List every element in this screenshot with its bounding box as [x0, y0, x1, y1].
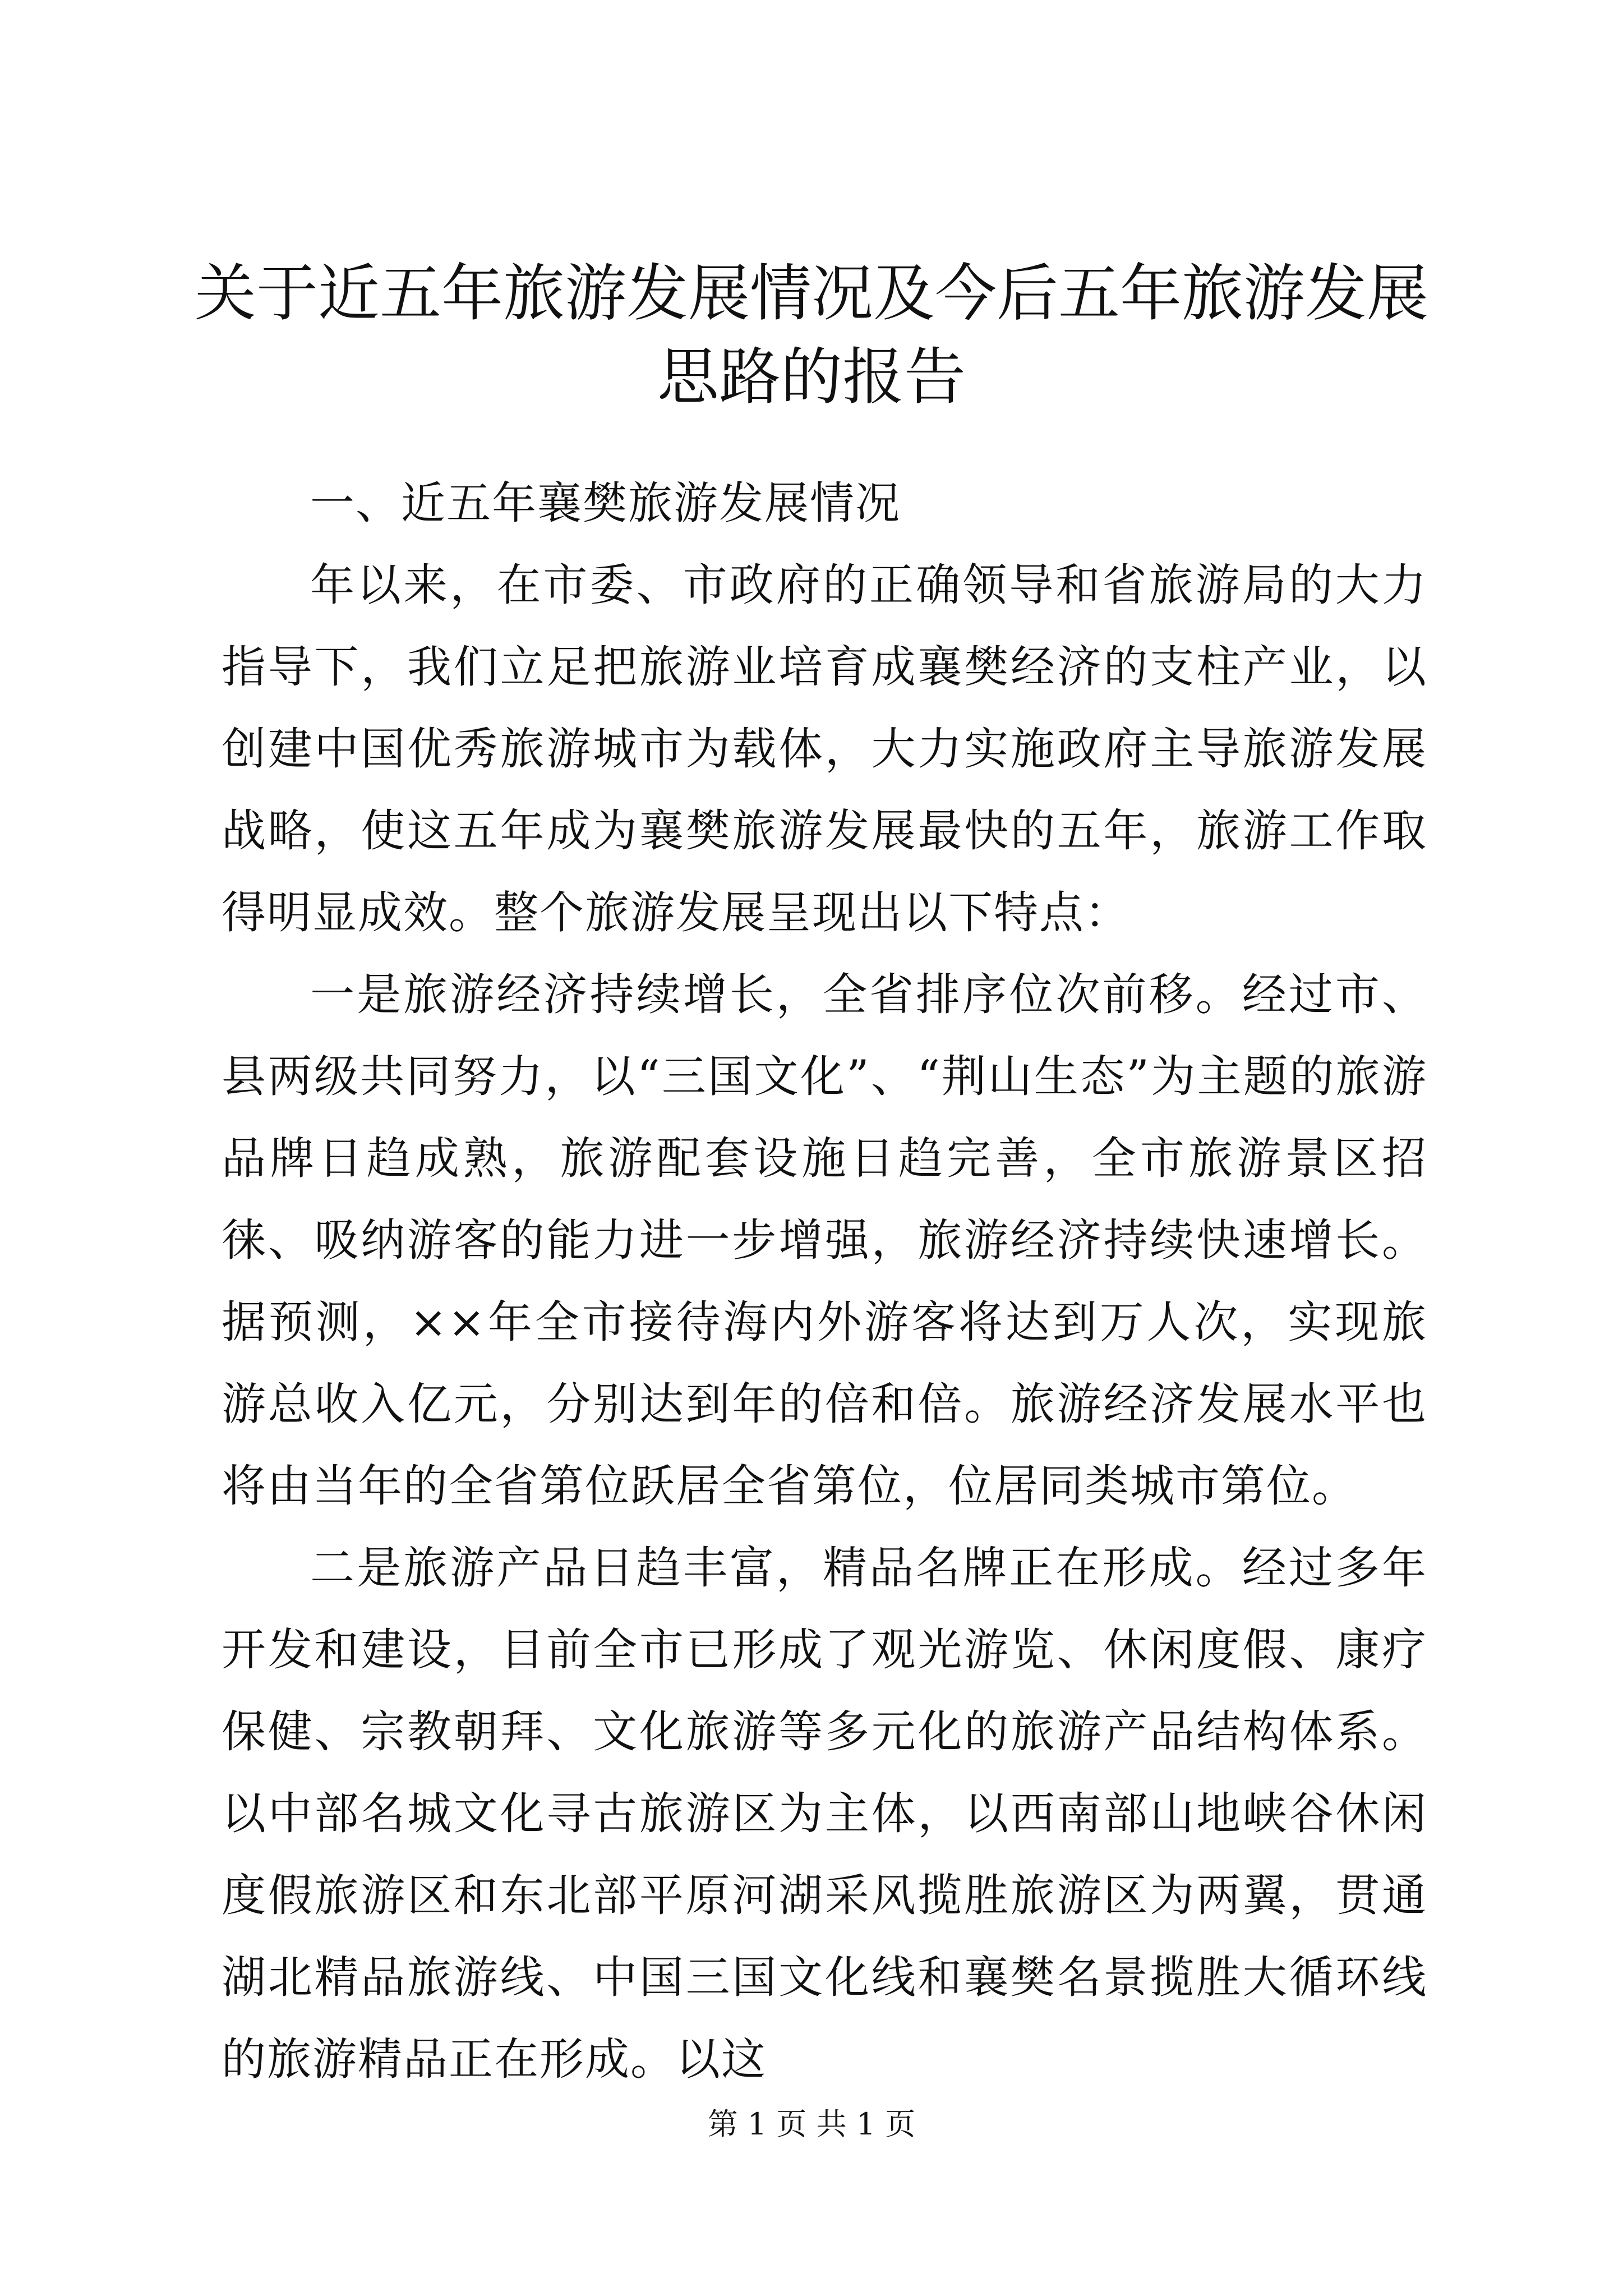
paragraph-intro: 年以来，在市委、市政府的正确领导和省旅游局的大力指导下，我们立足把旅游业培育成襄樊经济的支柱产业，以创建中国优秀旅游城市为载体，大力实施政府主导旅游发展战略，使这五年成为襄樊旅游发展最快的五年，旅游工作取得明显成效。整个旅游发展呈现出以下特点：	[222, 559, 1427, 938]
paragraph-point-2: 二是旅游产品日趋丰富，精品名牌正在形成。经过多年开发和建设，目前全市已形成了观光游览、休闲度假、康疗保健、宗教朝拜、文化旅游等多元化的旅游产品结构体系。以中部名城文化寻古旅游区为主体，以西南部山地峡谷休闲度假旅游区和东北部平原河湖采风揽胜旅游区为两翼，贯通湖北精品旅游线、中国三国文化线和襄樊名景揽胜大循环线的旅游精品正在形成。以这	[222, 1542, 1427, 2085]
document-body	[222, 462, 1427, 2100]
paragraph-point-1: 一是旅游经济持续增长，全省排序位次前移。经过市、县两级共同努力，以“三国文化”、“荆山生态”为主题的旅游品牌日趋成熟，旅游配套设施日趋完善，全市旅游景区招徕、吸纳游客的能力进一步增强，旅游经济持续快速增长。据预测，××年全市接待海内外游客将达到万人次，实现旅游总收入亿元，分别达到年的倍和倍。旅游经济发展水平也将由当年的全省第位跃居全省第位，位居同类城市第位。	[222, 969, 1427, 1512]
section-heading: 一、近五年襄樊旅游发展情况	[310, 477, 901, 529]
document-title-line-2: 思路的报告	[657, 341, 966, 413]
document-title-line-1: 关于近五年旅游发展情况及今后五年旅游发展	[195, 257, 1428, 329]
page-footer: 第 1 页 共 1 页	[707, 2106, 916, 2142]
